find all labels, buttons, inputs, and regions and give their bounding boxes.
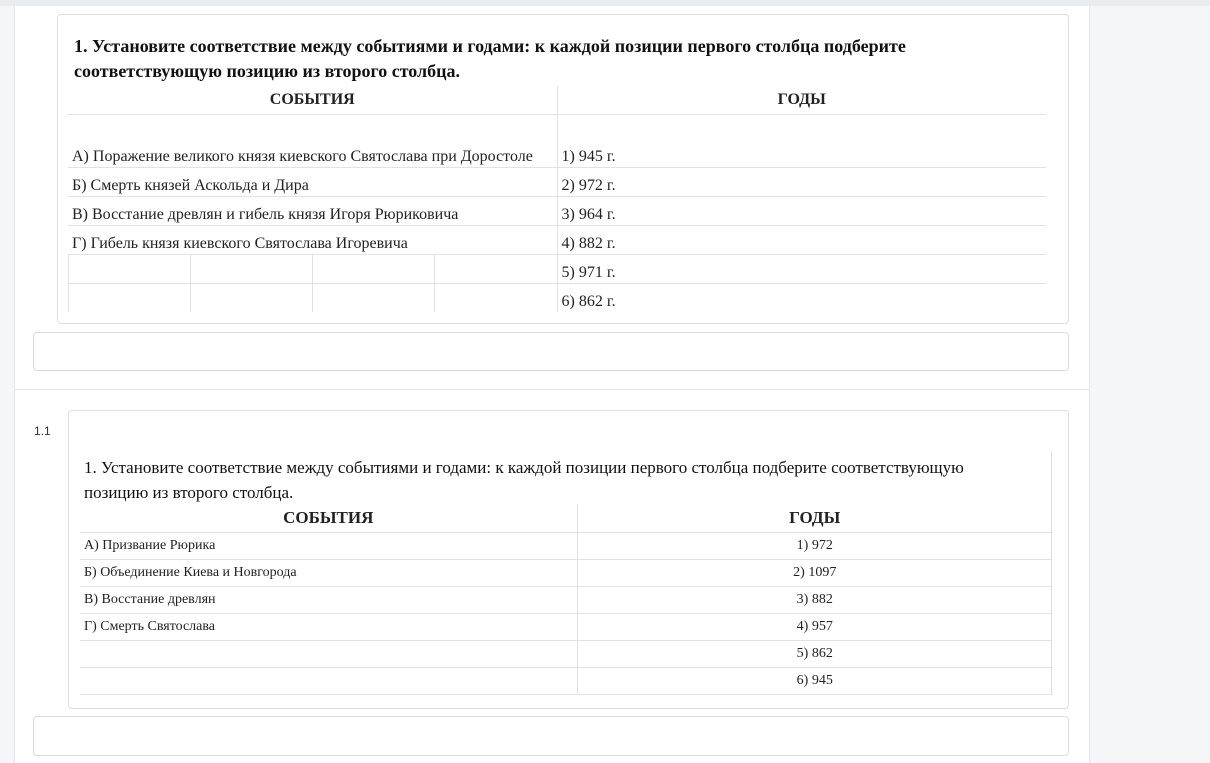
column-header-events: СОБЫТИЯ [80,504,577,533]
empty-event-cell [68,284,557,313]
table-row [68,197,1046,226]
table-row [68,226,1046,255]
table-row [80,587,1052,614]
table-row [80,533,1052,560]
empty-event-cell [68,255,557,284]
year-cell: 3) 882 [577,587,1052,614]
question-number: 1.1 [34,424,51,438]
table-row [68,255,1046,284]
empty-event-cell [80,668,577,695]
question-title-2: 1. Установите соответствие между событиями и годами: к каждой позиции первого столбца подберите соответствующую позицию из второго столбца. [84,458,964,502]
event-cell: Г) Гибель князя киевского Святослава Игоревича [68,226,557,255]
table-row [80,560,1052,587]
year-cell: 6) 862 г. [561,293,616,310]
table-row [68,168,1046,197]
event-cell: А) Поражение великого князя киевского Святослава при Доростоле [68,115,557,168]
event-cell: Б) Смерть князей Аскольда и Дира [68,168,557,197]
year-cell: 1) 945 г. [557,115,1046,168]
event-cell: Г) Смерть Святослава [80,614,577,641]
year-cell: 1) 972 [577,533,1052,560]
column-header-years: ГОДЫ [577,504,1052,533]
answer-input-2[interactable] [33,716,1069,756]
year-cell: 2) 972 г. [557,168,1046,197]
table-row [68,284,1046,313]
section-divider [14,389,1089,390]
event-cell: В) Восстание древлян [80,587,577,614]
question-title-1: 1. Установите соответствие между событиями и годами: к каждой позиции первого столбца подберите соответствующую позицию из второго столбца. [74,36,906,81]
event-cell: В) Восстание древлян и гибель князя Игоря Рюриковича [68,197,557,226]
event-cell: Б) Объединение Киева и Новгорода [80,560,577,587]
year-cell: 6) 945 [577,668,1052,695]
column-header-years: ГОДЫ [557,86,1046,115]
column-header-events: СОБЫТИЯ [68,86,557,115]
matching-table-2 [80,504,1052,695]
year-cell: 5) 971 г. [557,255,1046,284]
year-cell: 4) 957 [577,614,1052,641]
year-cell: 3) 964 г. [557,197,1046,226]
year-cell: 4) 882 г. [557,226,1046,255]
table-row [80,668,1052,695]
empty-event-cell [80,641,577,668]
table-row [80,614,1052,641]
event-cell: А) Призвание Рюрика [80,533,577,560]
year-cell: 2) 1097 [577,560,1052,587]
matching-table-1 [68,86,1046,312]
table-row [80,641,1052,668]
table-row [68,115,1046,168]
answer-input-1[interactable] [33,332,1069,371]
year-cell: 5) 862 [577,641,1052,668]
